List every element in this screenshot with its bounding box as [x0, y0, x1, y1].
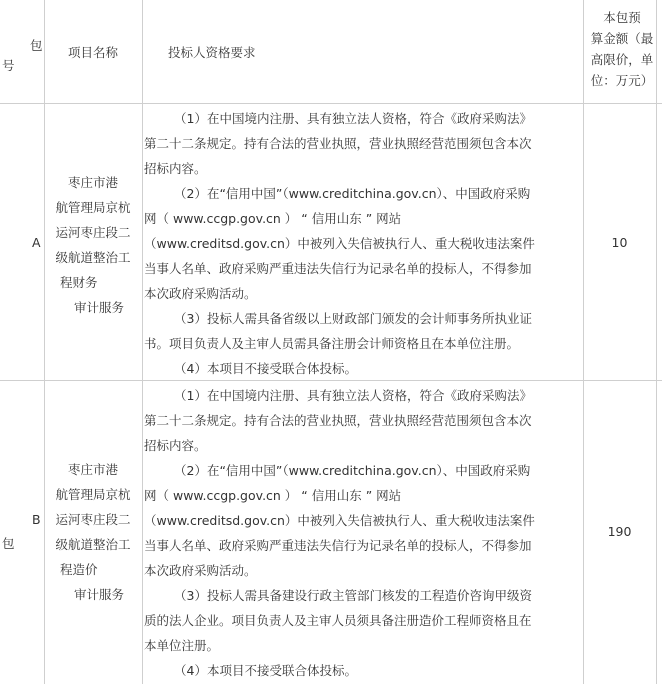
header-budget — [583, 7, 661, 91]
req-line: 质的法人企业。项目负责人及主审人员须具备注册造价工程师资格且在 — [144, 613, 532, 628]
header-budget-line: 算金额（最 — [590, 31, 654, 46]
req-line: （3）投标人需具备建设行政主管部门核发的工程造价咨询甲级资 — [174, 588, 532, 603]
name-line: 航管理局京杭 — [55, 200, 131, 215]
req-line: （2）在“信用中国”（www.creditchina.gov.cn）、中国政府采购 — [174, 186, 531, 201]
header-package: 包 — [30, 38, 43, 53]
req-line: （3）投标人需具备省级以上财政部门颁发的会计师事务所执业证 — [174, 311, 532, 326]
header-budget-line: 位：万元） — [590, 73, 654, 88]
row-a-project-name — [44, 170, 142, 320]
name-line: 运河枣庄段二 — [55, 225, 131, 240]
name-line: 航管理局京杭 — [55, 487, 131, 502]
name-line: 运河枣庄段二 — [55, 512, 131, 527]
req-line: 网（ www.ccgp.gov.cn ） “ 信用山东 ” 网站 — [144, 211, 402, 226]
name-line: 程财务 — [60, 275, 98, 290]
name-line: 程造价 — [60, 562, 98, 577]
grid-line-col-4 — [656, 0, 657, 684]
req-line: 网（ www.ccgp.gov.cn ） “ 信用山东 ” 网站 — [144, 488, 402, 503]
req-line: （4）本项目不接受联合体投标。 — [174, 663, 357, 678]
req-line: 招标内容。 — [144, 161, 207, 176]
req-line: 本次政府采购活动。 — [144, 563, 257, 578]
req-line: 本次政府采购活动。 — [144, 286, 257, 301]
grid-line-col-3 — [583, 0, 584, 684]
req-line: （4）本项目不接受联合体投标。 — [174, 361, 357, 376]
row-b-project-name — [44, 457, 142, 607]
req-line: （www.creditsd.gov.cn）中被列入失信被执行人、重大税收违法案件 — [144, 236, 535, 251]
header-budget-line: 高限价，单 — [590, 52, 654, 67]
header-no: 号 — [2, 58, 15, 73]
row-a-budget: 10 — [611, 235, 628, 250]
header-requirements: 投标人资格要求 — [168, 45, 256, 60]
name-line: 枣庄市港 — [67, 462, 118, 477]
req-line: 当事人名单、政府采购严重违法失信行为记录名单的投标人，不得参加 — [144, 261, 532, 276]
name-line: 枣庄市港 — [67, 175, 118, 190]
header-project-name: 项目名称 — [67, 45, 118, 60]
req-line: 当事人名单、政府采购严重违法失信行为记录名单的投标人，不得参加 — [144, 538, 532, 553]
name-line: 审计服务 — [74, 300, 125, 315]
req-line: （www.creditsd.gov.cn）中被列入失信被执行人、重大税收违法案件 — [144, 513, 535, 528]
req-line: （2）在“信用中国”（www.creditchina.gov.cn）、中国政府采购 — [174, 463, 531, 478]
name-line: 级航道整治工 — [55, 537, 131, 552]
req-line: （1）在中国境内注册、具有独立法人资格，符合《政府采购法》 — [174, 388, 532, 403]
row-a-requirements — [144, 106, 535, 381]
name-line: 审计服务 — [74, 587, 125, 602]
row-b-package-id: B — [32, 512, 41, 527]
row-b-budget: 190 — [607, 524, 632, 539]
req-line: （1）在中国境内注册、具有独立法人资格，符合《政府采购法》 — [174, 111, 532, 126]
req-line: 本单位注册。 — [144, 638, 220, 653]
grid-line-col-2 — [142, 0, 143, 684]
row-a-package-id: A — [32, 235, 41, 250]
grid-line-header-bottom — [0, 103, 662, 104]
row-b-no: 包 — [2, 536, 15, 551]
req-line: 第二十二条规定。持有合法的营业执照，营业执照经营范围须包含本次 — [144, 413, 532, 428]
name-line: 级航道整治工 — [55, 250, 131, 265]
req-line: 第二十二条规定。持有合法的营业执照，营业执照经营范围须包含本次 — [144, 136, 532, 151]
header-budget-line: 本包预 — [603, 10, 641, 25]
req-line: 招标内容。 — [144, 438, 207, 453]
row-b-requirements — [144, 383, 535, 683]
req-line: 书。项目负责人及主审人员需具备注册会计师资格且在本单位注册。 — [144, 336, 520, 351]
